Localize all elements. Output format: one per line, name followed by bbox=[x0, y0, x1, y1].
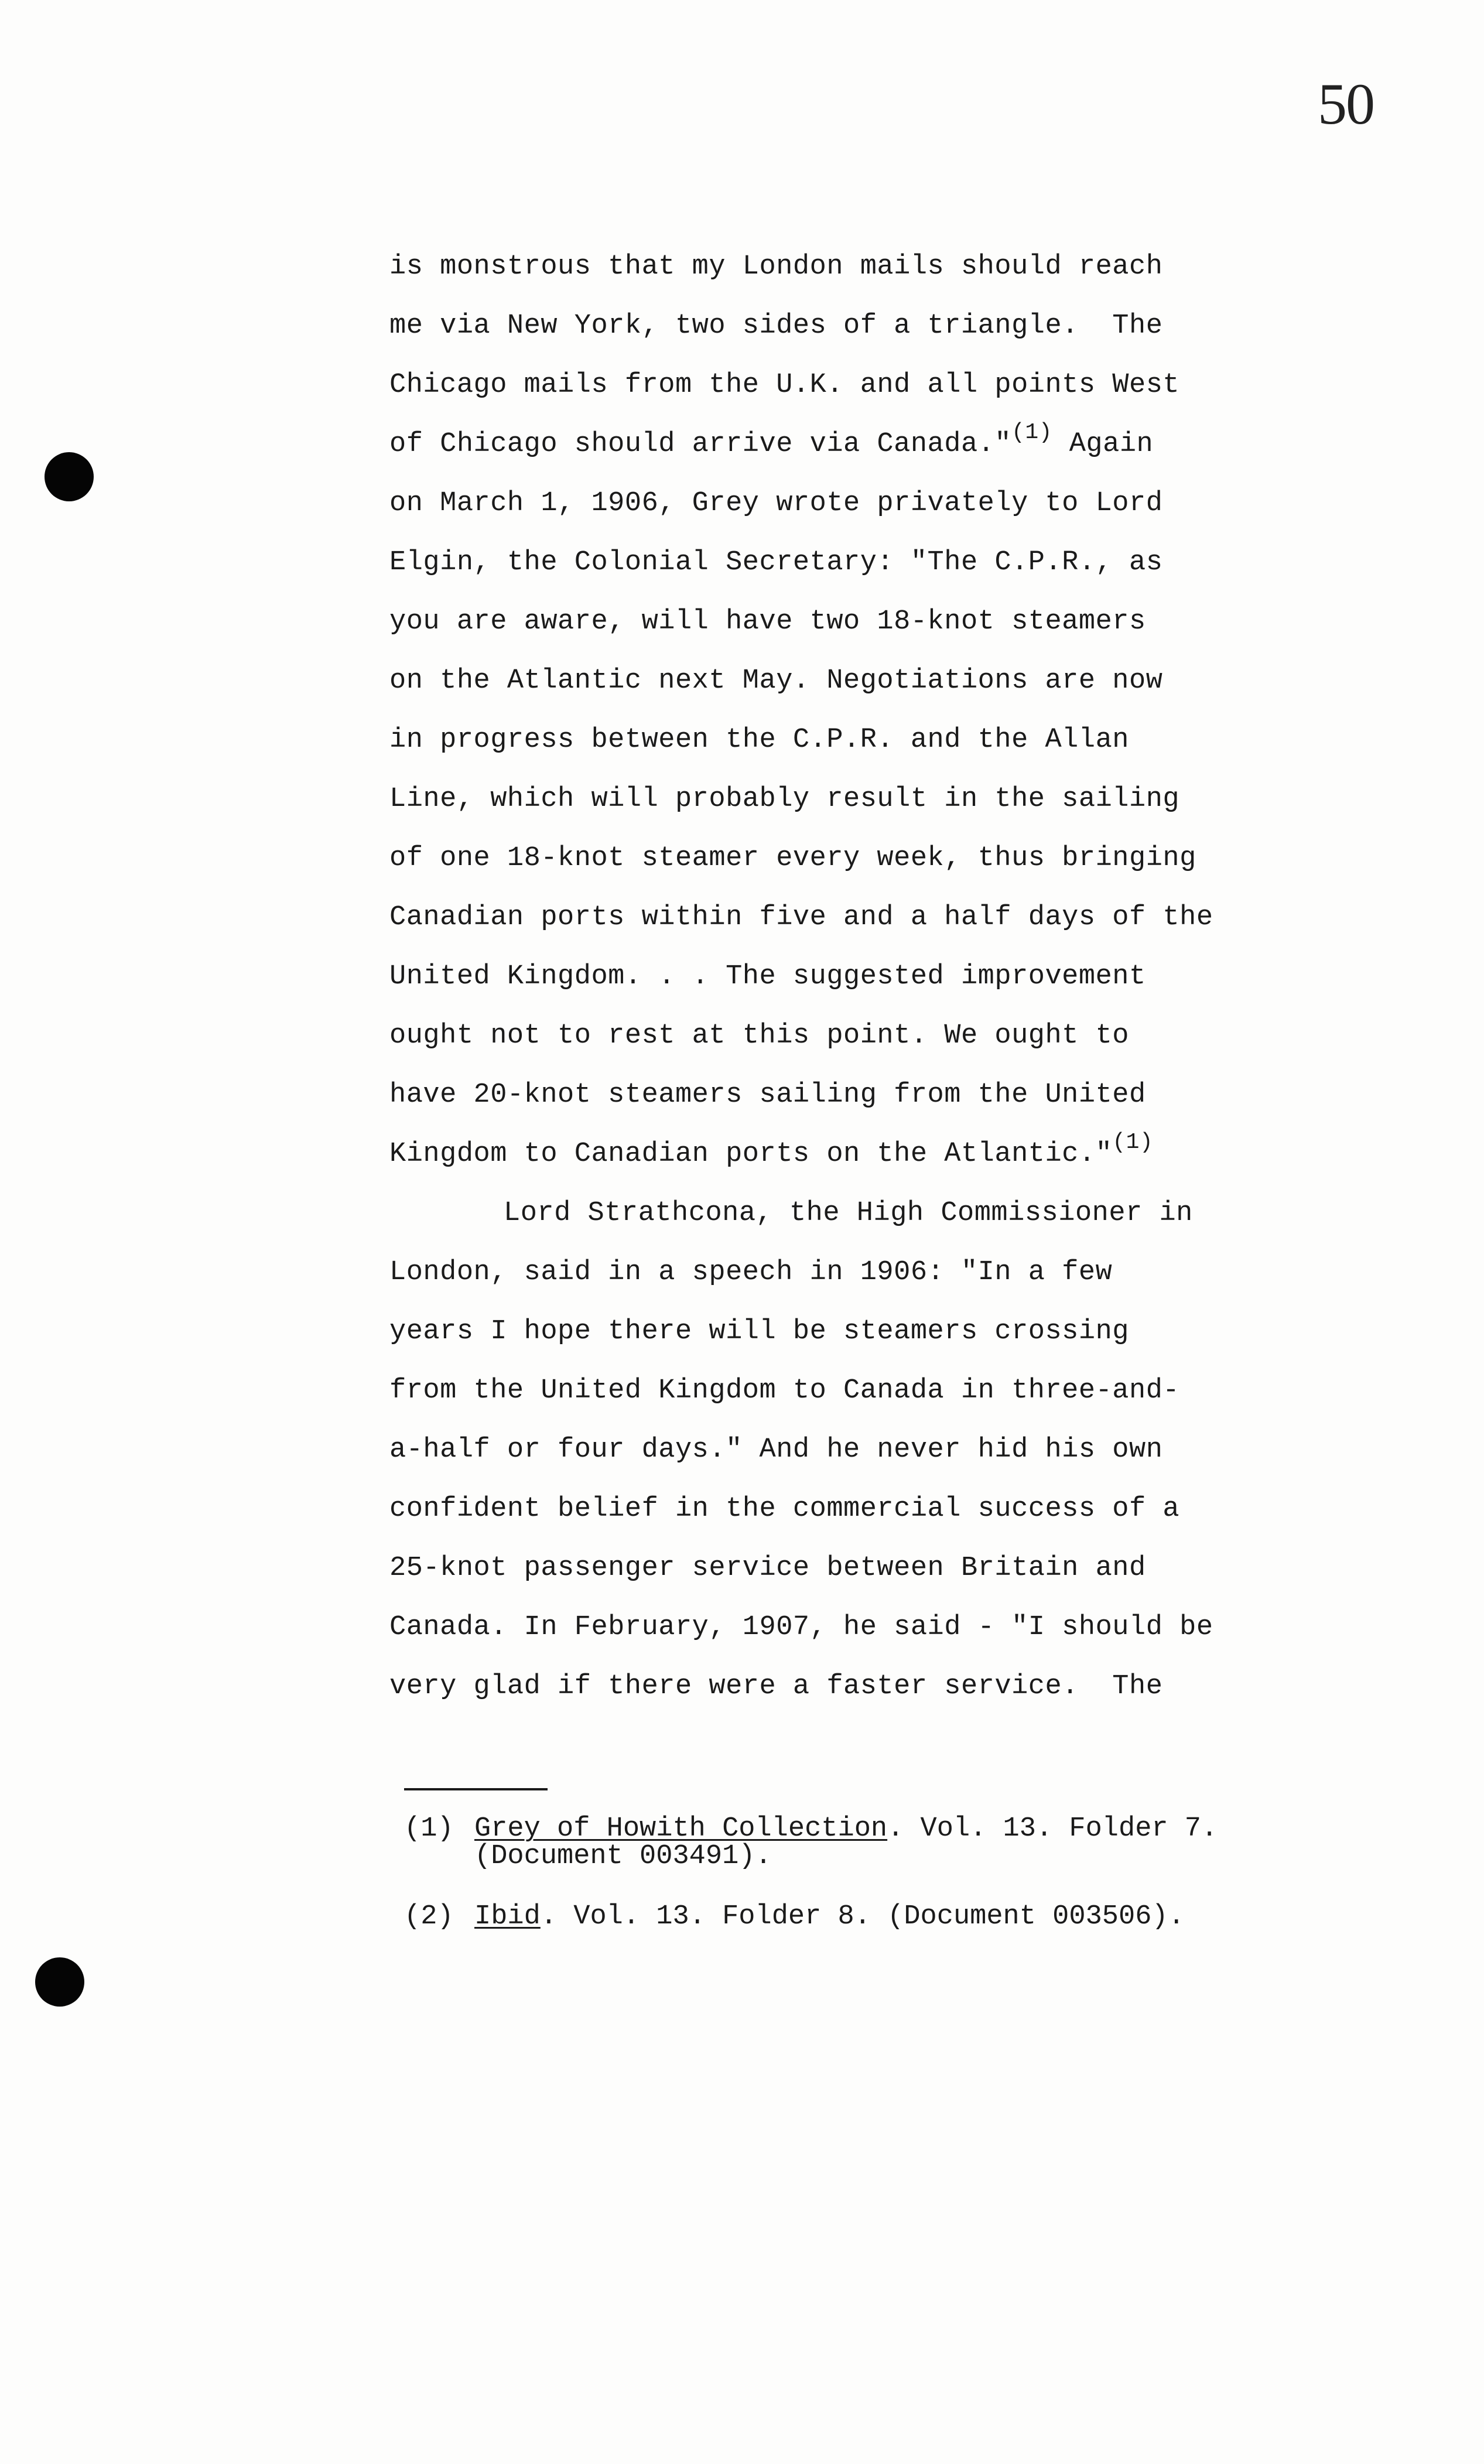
footnote-ref: (1) bbox=[1112, 1130, 1154, 1155]
text-line: have 20-knot steamers sailing from the United bbox=[389, 1079, 1146, 1110]
text-line bbox=[389, 415, 1291, 474]
text-line: a-half or four days." And he never hid his own bbox=[389, 1434, 1163, 1465]
punch-hole bbox=[35, 1957, 84, 2007]
text-line bbox=[389, 1125, 1291, 1184]
text-line: ought not to rest at this point. We ought to bbox=[389, 1020, 1130, 1051]
punch-hole bbox=[45, 452, 94, 501]
text-line: years I hope there will be steamers crossing bbox=[389, 1316, 1130, 1347]
text-line: is monstrous that my London mails should reach bbox=[389, 251, 1163, 282]
text-line: of one 18-knot steamer every week, thus bringing bbox=[389, 843, 1196, 874]
footnote-1 bbox=[404, 1813, 1318, 1872]
text-line: from the United Kingdom to Canada in three-and- bbox=[389, 1375, 1180, 1406]
footnote-source-title: Ibid bbox=[474, 1901, 541, 1932]
text-line: Chicago mails from the U.K. and all points West bbox=[389, 370, 1180, 401]
page-number: 50 bbox=[1318, 71, 1374, 136]
footnote-citation: . Vol. 13. Folder 7. bbox=[887, 1813, 1218, 1844]
footnote-number: (2) bbox=[404, 1901, 454, 1932]
text-line: London, said in a speech in 1906: "In a few bbox=[389, 1257, 1113, 1288]
text-line: Canadian ports within five and a half days of the bbox=[389, 902, 1213, 933]
footnote-source-title: Grey of Howith Collection bbox=[474, 1813, 888, 1844]
paragraph-start-line: Lord Strathcona, the High Commissioner in bbox=[504, 1198, 1193, 1229]
footnote-line: (Document 003491). bbox=[474, 1841, 772, 1872]
text-line-start: Kingdom to Canadian ports on the Atlantic." bbox=[389, 1139, 1113, 1170]
text-line: in progress between the C.P.R. and the Allan bbox=[389, 724, 1130, 756]
text-line: Canada. In February, 1907, he said - "I should be bbox=[389, 1612, 1213, 1643]
text-line: 25-knot passenger service between Britain and bbox=[389, 1553, 1146, 1584]
footnotes bbox=[404, 1813, 1318, 1961]
text-line: me via New York, two sides of a triangle. The bbox=[389, 310, 1163, 341]
text-line: very glad if there were a faster service. The bbox=[389, 1671, 1163, 1702]
footnote-divider bbox=[404, 1788, 548, 1790]
footnote-number: (1) bbox=[404, 1813, 454, 1844]
text-line: Elgin, the Colonial Secretary: "The C.P.R., as bbox=[389, 547, 1163, 578]
body-text bbox=[389, 237, 1291, 1716]
text-line: you are aware, will have two 18-knot steamers bbox=[389, 606, 1146, 637]
text-line-start: of Chicago should arrive via Canada." bbox=[389, 429, 1012, 460]
text-line-end: Again bbox=[1052, 429, 1154, 460]
text-line: on the Atlantic next May. Negotiations are now bbox=[389, 665, 1163, 696]
footnote-2 bbox=[404, 1901, 1318, 1933]
footnote-text bbox=[474, 1901, 1318, 1933]
footnote-ref: (1) bbox=[1011, 420, 1052, 445]
text-line: United Kingdom. . . The suggested improvement bbox=[389, 961, 1146, 992]
footnote-line bbox=[474, 1901, 1318, 1933]
footnote-citation: . Vol. 13. Folder 8. (Document 003506). bbox=[540, 1901, 1185, 1932]
footnote-text bbox=[474, 1813, 1318, 1872]
text-line: confident belief in the commercial success of a bbox=[389, 1494, 1180, 1525]
text-line: Line, which will probably result in the sailing bbox=[389, 784, 1180, 815]
text-line: on March 1, 1906, Grey wrote privately to Lord bbox=[389, 488, 1163, 519]
